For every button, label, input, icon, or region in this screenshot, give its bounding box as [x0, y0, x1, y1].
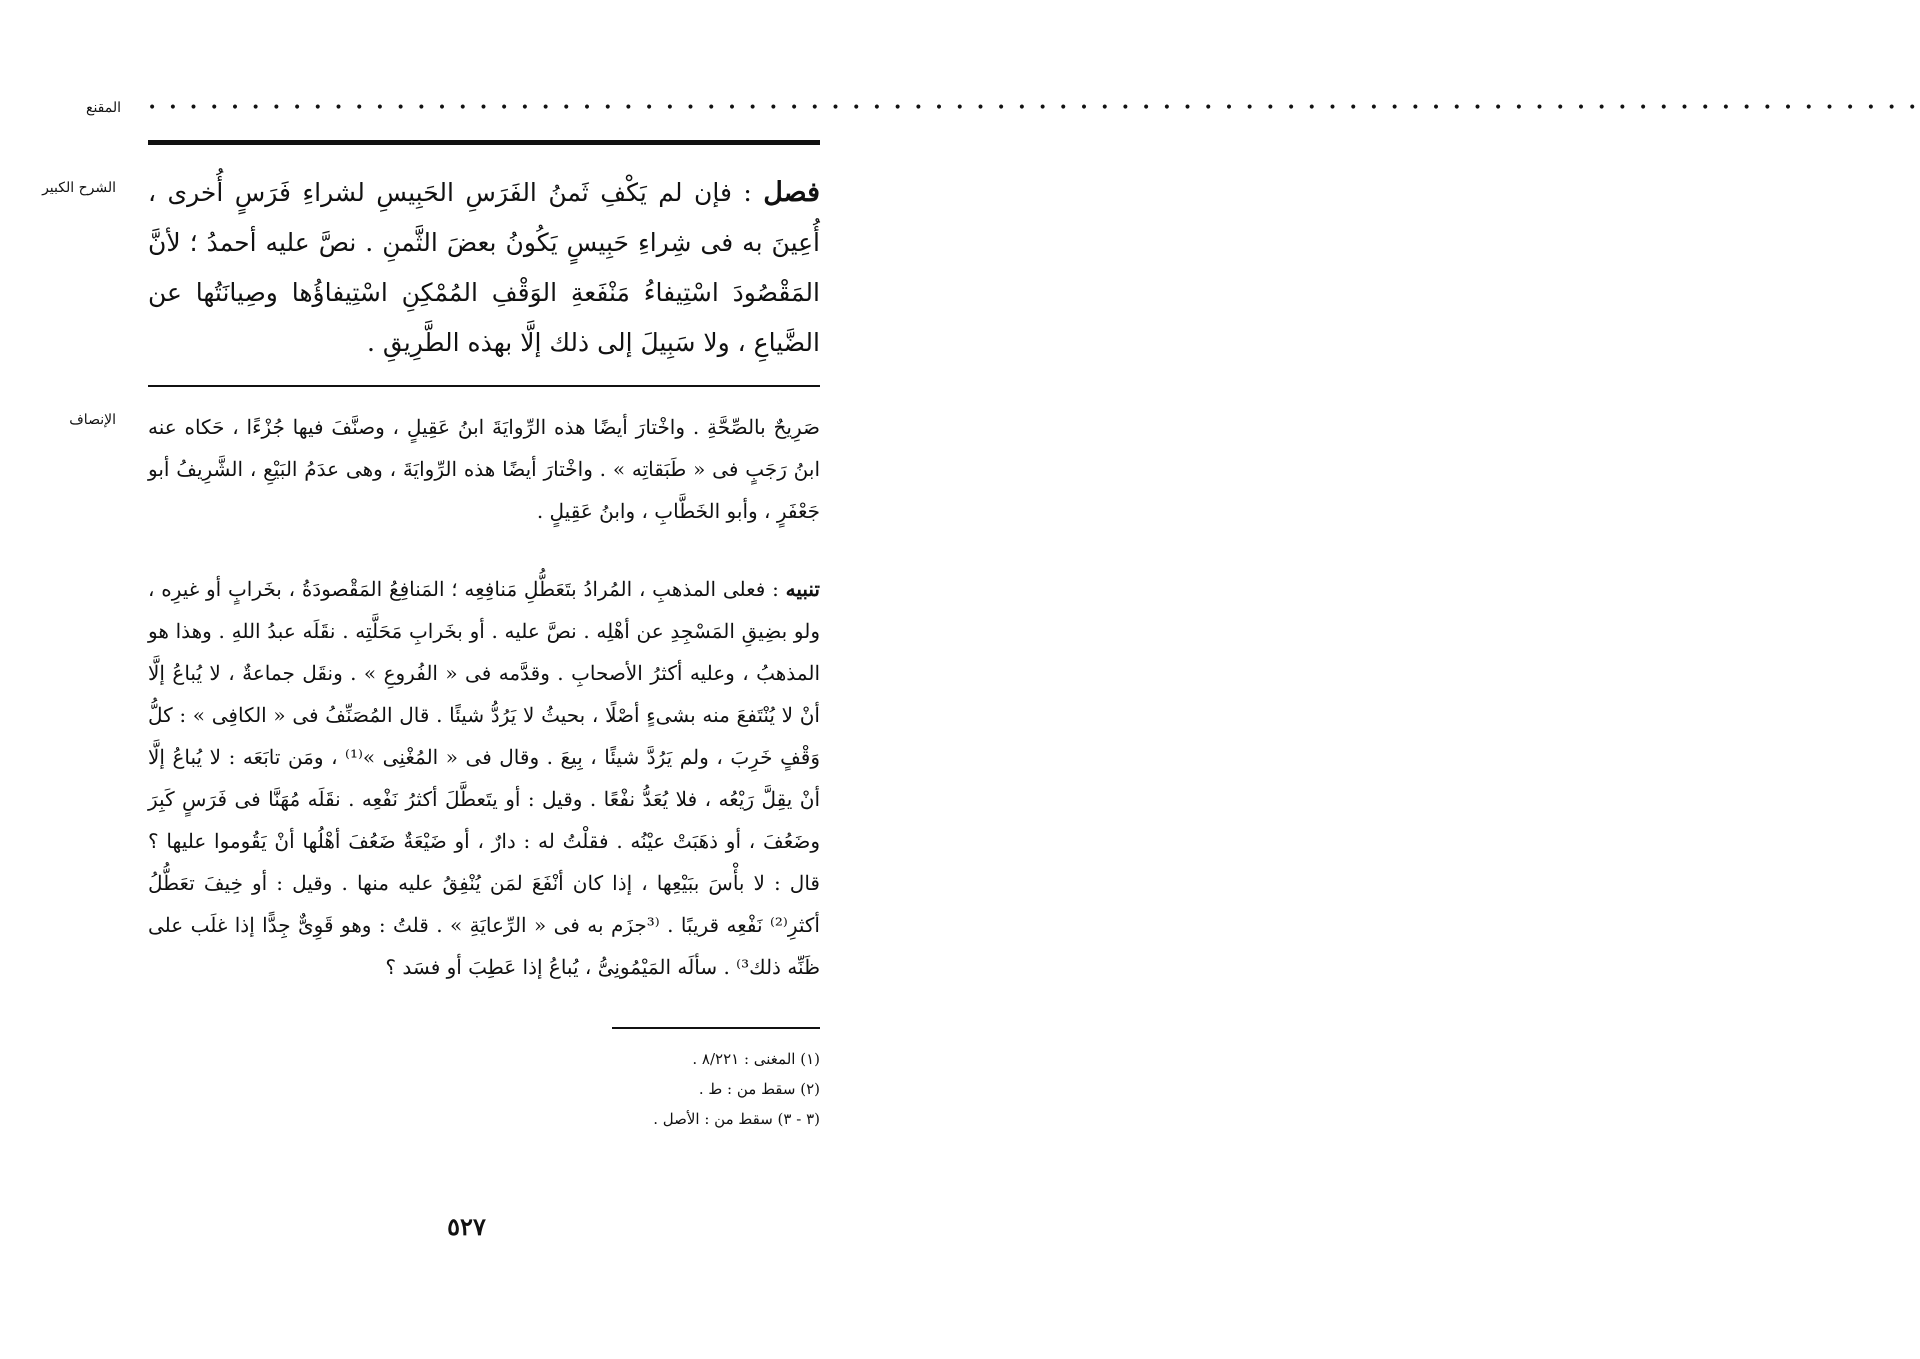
section-divider [148, 385, 820, 387]
footnote-2: (٢) سقط من : ط . [698, 1080, 820, 1098]
insaf-lead-word: تنبيه [785, 577, 820, 601]
insaf-text: : فعلى المذهبِ ، المُرادُ بتَعَطُّلِ مَنافِعِه ؛ المَنافِعُ المَقْصودَةُ ، بخَرابٍ أو غيرِه ، ولو بضِيقِ المَسْجِدِ عن أهْلِه . نصَّ عليه . أو بخَرابِ مَحَلَّتِه . نقَلَه عبدُ اللهِ . وهذا هو المذهبُ ، وعليه أكثرُ الأصحابِ . وقدَّمه فى « الفُروعِ » . ونقَل جماعةٌ ، لا يُباعُ إلَّا أنْ لا يُنْتَفعَ منه بشىءٍ أصْلًا ، بحيثُ لا يَرُدُّ شيئًا . قال المُصَنِّفُ فى « الكافِى » : كلُّ وَقْفٍ خَرِبَ ، ولم يَرُدَّ شيئًا ، بِيعَ . وقال فى « المُغْنِى »⁽¹⁾ ، ومَن تابَعَه : لا يُباعُ إلَّا أنْ يقِلَّ رَيْعُه ، فلا يُعَدُّ نفْعًا . وقيل : أو يتَعطَّلَ أكثرُ نَفْعِه . نقَلَه مُهَنَّا فى فَرَسٍ كَبِرَ وضَعُفَ ، أو ذهَبَتْ عيْنُه . فقلْتُ له : دارٌ ، أو ضَيْعَةٌ ضَعُفَ أهْلُها أنْ يَقُوموا عليها ؟ قال : لا بأْسَ ببَيْعِها ، إذا كان أنْفَعَ لمَن يُنْفِقُ عليه منها . وقيل : أو خِيفَ تعَطُّلُ أكثرِ⁽²⁾ نَفْعِه قريبًا . ⁽³جزَم به فى « الرِّعايَةِ » . قلتُ : وهو قَوِىٌّ جِدًّا إذا غلَب على ظَنِّه ذلك³⁾ . سألَه المَيْمُونِىُّ ، يُباعُ إذا عَطِبَ أو فسَد ؟ [148, 577, 820, 979]
header-dotted-leader: • • • • • • • • • • • • • • • • • • • • • • • • • • • • • • • • • • • • • • • • • • • • • • • • • • • • • • • • • • • • • • • • • • • • • • • • • • • • • • • • • • • • • • [148, 100, 1920, 116]
page-number: ٥٢٧ [447, 1212, 486, 1241]
footnotes [148, 1044, 820, 1134]
sharh-section-label: الشرح الكبير [42, 180, 116, 196]
sharh-paragraph [148, 168, 820, 368]
running-header-title: المقنع [86, 100, 122, 116]
footnote-rule [612, 1027, 820, 1029]
insaf-paragraph-2 [148, 568, 820, 988]
insaf-paragraph-1: صَرِيحٌ بالصِّحَّةِ . واخْتارَ أيضًا هذه الرِّوايَةَ ابنُ عَقِيلٍ ، وصنَّفَ فيها جُزْءًا ، حَكاه عنه ابنُ رَجَبٍ فى « طَبَقاتِه » . واخْتارَ أيضًا هذه الرِّوايَةَ ، وهى عدَمُ البَيْعِ ، الشَّرِيفُ أبو جَعْفَرٍ ، وأبو الخَطَّابِ ، وابنُ عَقِيلٍ . [148, 415, 820, 523]
insaf-section-label: الإنصاف [69, 412, 116, 428]
footnote-1: (١) المغنى : ٨/٢٢١ . [692, 1050, 820, 1068]
sharh-text: : فإن لم يَكْفِ ثَمنُ الفَرَسِ الحَبِيسِ لشراءِ فَرَسٍ أُخرى ، أُعِينَ به فى شِراءِ حَبِيسٍ يَكُونُ بعضَ الثَّمنِ . نصَّ عليه أحمدُ ؛ لأنَّ المَقْصُودَ اسْتِيفاءُ مَنْفَعةِ الوَقْفِ المُمْكِنِ اسْتِيفاؤُها وصِيانَتُها عن الضَّياعِ ، ولا سَبِيلَ إلى ذلك إلَّا بهذه الطَّرِيقِ . [148, 178, 820, 357]
header-rule [148, 140, 820, 145]
sharh-lead-word: فصل [763, 177, 820, 208]
footnote-3: (٣ - ٣) سقط من : الأصل . [653, 1110, 820, 1128]
